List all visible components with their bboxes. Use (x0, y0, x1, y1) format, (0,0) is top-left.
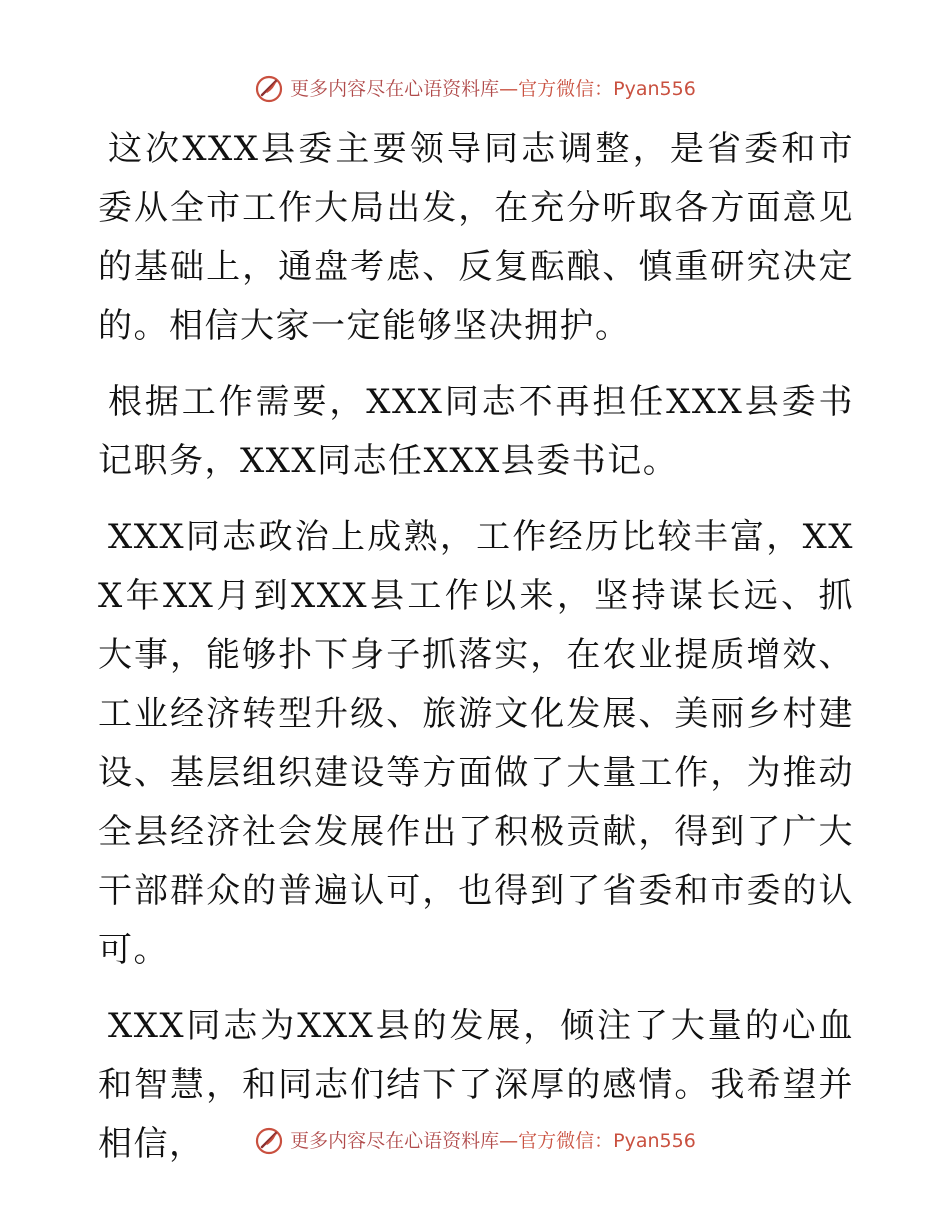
watermark-right-text: —官方微信：Pyan556 (499, 78, 696, 100)
watermark-left-text: 更多内容尽在心语资料库 (290, 1130, 500, 1152)
paragraph: XXX同志为XXX县的发展，倾注了大量的心血和智慧，和同志们结下了深厚的感情。我希望并相信， (98, 1006, 854, 1164)
paragraph: XXX同志政治上成熟，工作经历比较丰富，XXX年XX月到XXX县工作以来，坚持谋长远、抓大事，能够扑下身子抓落实，在农业提质增效、工业经济转型升级、旅游文化发展、美丽乡村建设、基层组织建设等方面做了大量工作，为推动全县经济社会发展作出了积极贡献，得到了广大干部群众的普遍认可，也得到了省委和市委的认可。 (98, 517, 854, 970)
quill-logo-icon (254, 74, 284, 104)
watermark-left-text: 更多内容尽在心语资料库 (290, 78, 500, 100)
paragraph: 这次XXX县委主要领导同志调整，是省委和市委从全市工作大局出发，在充分听取各方面意见的基础上，通盘考虑、反复酝酿、慎重研究决定的。相信大家一定能够坚决拥护。 (98, 129, 854, 346)
header-watermark (0, 74, 950, 104)
quill-logo-icon (254, 1126, 284, 1156)
watermark-right-text: —官方微信：Pyan556 (499, 1130, 696, 1152)
document-body (98, 120, 854, 1191)
footer-watermark (0, 1126, 950, 1156)
paragraph: 根据工作需要，XXX同志不再担任XXX县委书记职务，XXX同志任XXX县委书记。 (98, 382, 854, 481)
